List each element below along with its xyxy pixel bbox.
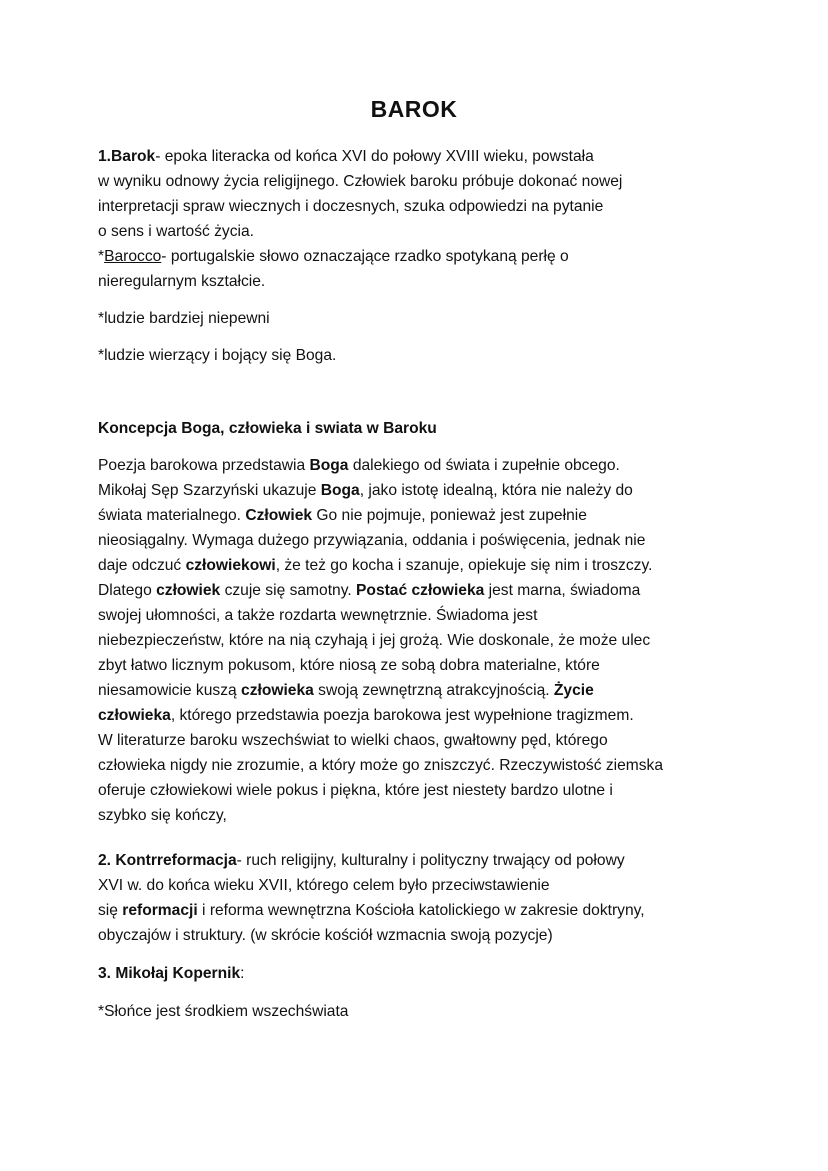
text-line xyxy=(98,778,663,803)
text-line xyxy=(98,503,663,528)
bold-text: Życie xyxy=(553,682,594,699)
text-segment: interpretacji spraw wiecznych i doczesnych, szuka odpowiedzi na pytanie xyxy=(98,198,604,215)
text-segment: zbyt łatwo licznym pokusom, które niosą ze sobą dobra materialne, które xyxy=(98,657,600,674)
text-segment: Poezja barokowa przedstawia xyxy=(98,457,310,474)
text-line xyxy=(98,728,663,753)
text-segment: W literaturze baroku wszechświat to wielki chaos, gwałtowny pęd, którego xyxy=(98,732,608,749)
text-segment: dalekiego od świata i zupełnie obcego. xyxy=(348,457,620,474)
bold-text: Postać człowieka xyxy=(356,582,485,599)
text-segment: XVI w. do końca wieku XVII, którego celem było przeciwstawienie xyxy=(98,877,550,894)
bold-text: człowiekowi xyxy=(185,557,276,574)
text-line xyxy=(98,269,622,294)
text-segment: , którego przedstawia poezja barokowa jest wypełnione tragizmem. xyxy=(170,707,634,724)
text-line xyxy=(98,678,663,703)
text-line xyxy=(98,628,663,653)
text-segment: człowieka nigdy nie zrozumie, a który może go zniszczyć. Rzeczywistość ziemska xyxy=(98,757,664,774)
bold-text: reformacji xyxy=(122,902,198,919)
text-line xyxy=(98,306,270,331)
section-1-barok xyxy=(98,144,622,294)
text-line xyxy=(98,753,663,778)
text-segment: swojej ułomności, a także rozdarta wewnętrznie. Świadoma jest xyxy=(98,607,538,624)
text-segment: Mikołaj Sęp Szarzyński ukazuje xyxy=(98,482,321,499)
text-segment: świata materialnego. xyxy=(98,507,246,524)
text-line xyxy=(98,873,645,898)
text-line xyxy=(98,244,622,269)
text-segment: - ruch religijny, kulturalny i polityczny trwający od połowy xyxy=(236,852,625,869)
text-line xyxy=(98,343,336,368)
underlined-text: Barocco xyxy=(104,248,162,265)
concept-paragraph xyxy=(98,453,663,828)
text-line xyxy=(98,194,622,219)
text-segment: nieregularnym kształcie. xyxy=(98,273,266,290)
text-segment: swoją zewnętrzną atrakcyjnością. xyxy=(313,682,554,699)
text-segment: *ludzie wierzący i bojący się Boga. xyxy=(98,347,337,364)
text-line xyxy=(98,453,663,478)
text-segment: w wyniku odnowy życia religijnego. Człowiek baroku próbuje dokonać nowej xyxy=(98,173,623,190)
text-line xyxy=(98,803,663,828)
bold-text: 3. Mikołaj Kopernik xyxy=(98,965,241,982)
text-line xyxy=(98,703,663,728)
text-segment: o sens i wartość życia. xyxy=(98,223,254,240)
bold-text: człowieka xyxy=(98,707,171,724)
text-segment: czuje się samotny. xyxy=(220,582,357,599)
text-segment: : xyxy=(240,965,245,982)
bold-text: 1.Barok xyxy=(98,148,156,165)
bold-text: Człowiek xyxy=(245,507,313,524)
bold-text: 2. Kontrreformacja xyxy=(98,852,237,869)
text-segment: oferuje człowiekowi wiele pokus i piękna, które jest niestety bardzo ulotne i xyxy=(98,782,613,799)
note-sun-center xyxy=(98,999,348,1024)
text-line xyxy=(98,478,663,503)
text-segment: , jako istotę idealną, która nie należy do xyxy=(359,482,633,499)
text-segment: * xyxy=(98,248,105,265)
text-line xyxy=(98,923,645,948)
text-line xyxy=(98,961,244,986)
section-2-kontrreformacja xyxy=(98,848,645,948)
text-line xyxy=(98,169,622,194)
text-segment: Go nie pojmuje, ponieważ jest zupełnie xyxy=(312,507,587,524)
text-segment: *Słońce jest środkiem wszechświata xyxy=(98,1003,349,1020)
bold-text: człowieka xyxy=(241,682,314,699)
section-heading-concept xyxy=(98,416,437,441)
bold-text: człowiek xyxy=(156,582,221,599)
text-segment: Dlatego xyxy=(98,582,157,599)
text-line xyxy=(98,553,663,578)
text-segment: nieosiągalny. Wymaga dużego przywiązania, oddania i poświęcenia, jednak nie xyxy=(98,532,646,549)
text-segment: szybko się kończy, xyxy=(98,807,227,824)
text-line xyxy=(98,416,437,441)
note-believers xyxy=(98,343,336,368)
text-segment: - epoka literacka od końca XVI do połowy XVIII wieku, powstała xyxy=(155,148,594,165)
text-segment: niebezpieczeństw, które na nią czyhają i jej grożą. Wie doskonale, że może ulec xyxy=(98,632,651,649)
section-3-kopernik xyxy=(98,961,244,986)
page-title: BAROK xyxy=(370,96,458,122)
bold-text: Koncepcja Boga, człowieka i swiata w Baroku xyxy=(98,420,437,437)
text-segment: - portugalskie słowo oznaczające rzadko spotykaną perłę o xyxy=(161,248,569,265)
text-segment: się xyxy=(98,902,123,919)
bold-text: Boga xyxy=(309,457,349,474)
text-segment: jest marna, świadoma xyxy=(484,582,641,599)
bold-text: Boga xyxy=(320,482,360,499)
text-line xyxy=(98,578,663,603)
text-segment: daje odczuć xyxy=(98,557,186,574)
note-uncertain xyxy=(98,306,270,331)
text-segment: *ludzie bardziej niepewni xyxy=(98,310,270,327)
text-segment: , że też go kocha i szanuje, opiekuje się nim i troszczy. xyxy=(275,557,653,574)
text-line xyxy=(98,653,663,678)
text-line xyxy=(98,999,348,1024)
text-line xyxy=(98,219,622,244)
text-line xyxy=(98,528,663,553)
text-segment: niesamowicie kuszą xyxy=(98,682,242,699)
text-line xyxy=(98,603,663,628)
text-line xyxy=(98,898,645,923)
text-segment: i reforma wewnętrzna Kościoła katolickiego w zakresie doktryny, xyxy=(197,902,645,919)
text-segment: obyczajów i struktury. (w skrócie kościół wzmacnia swoją pozycje) xyxy=(98,927,553,944)
text-line xyxy=(98,144,622,169)
text-line xyxy=(98,848,645,873)
